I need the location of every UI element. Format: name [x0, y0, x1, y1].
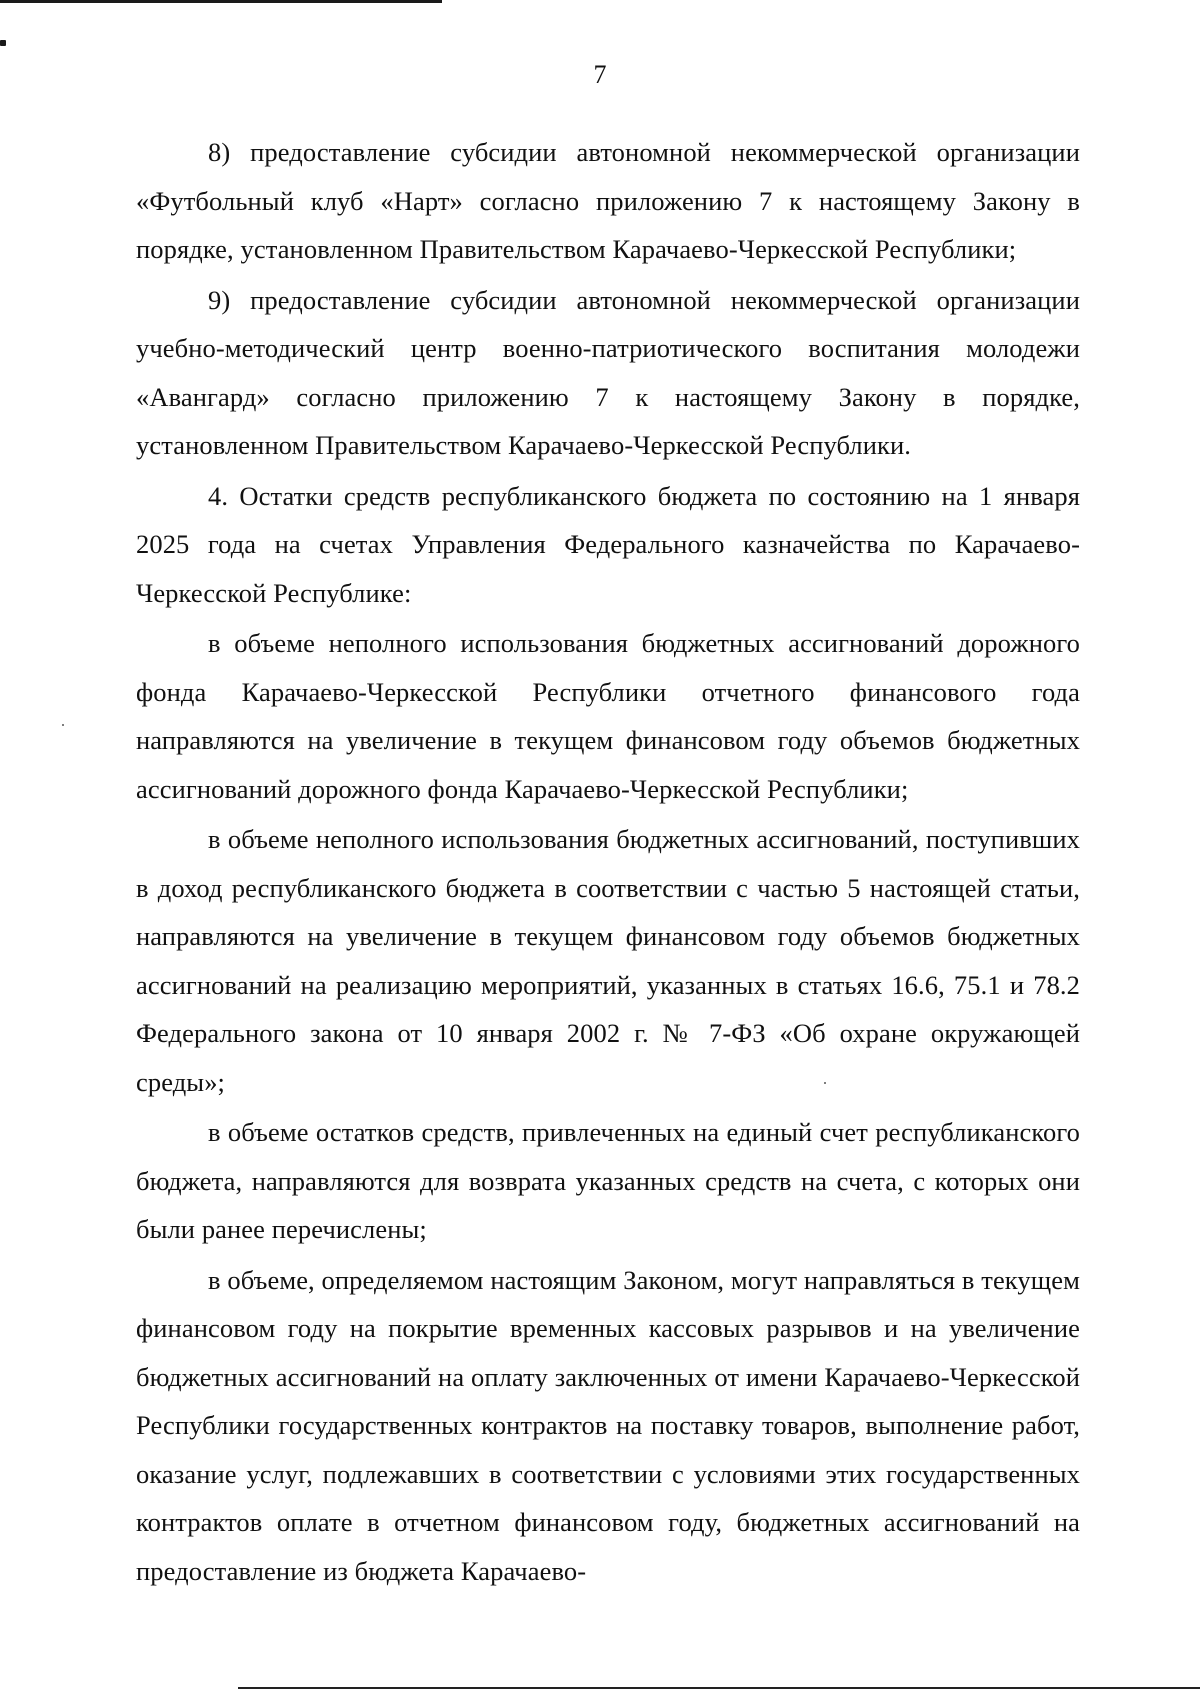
paragraph-road-fund: в объеме неполного использования бюджетных ассигнований дорожного фонда Карачаево-Черкесской Республики отчетного финансового года направляются на увеличение в текущем финансовом году объемов бюджетных ассигнований дорожного фонда Карачаево-Черкесской Республики;: [136, 628, 1080, 804]
paragraph-part-4: 4. Остатки средств республиканского бюджета по состоянию на 1 января 2025 года на счетах Управления Федерального казначейства по Карачаево-Черкесской Республике:: [136, 480, 1080, 608]
paragraph-item-8: 8) предоставление субсидии автономной некоммерческой организации «Футбольный клуб «Нарт» согласно приложению 7 к настоящему Закону в порядке, установленном Правительством Карачаево-Черкесской Республики;: [136, 137, 1080, 264]
paragraph-item-9: 9) предоставление субсидии автономной некоммерческой организации учебно-методический центр военно-патриотического воспитания молодежи «Авангард» согласно приложению 7 к настоящему Закону в порядке, установленном Правительством Карачаево-Черкесской Республики.: [136, 284, 1080, 460]
paragraph-single-account: в объеме остатков средств, привлеченных на единый счет республиканского бюджета, направляются для возврата указанных средств на счета, с которых они были ранее перечислены;: [136, 1117, 1080, 1244]
paragraph-environment: в объеме неполного использования бюджетных ассигнований, поступивших в доход республиканского бюджета в соответствии с частью 5 настоящей статьи, направляются на увеличение в текущем финансовом году объемов бюджетных ассигнований на реализацию мероприятий, указанных в статьях 16.6, 75.1 и 78.2 Федерального закона от 10 января 2002 г. № 7-ФЗ «Об охране окружающей среды»;: [136, 824, 1080, 1097]
scan-edge-bottom: [238, 1687, 1200, 1689]
paragraph-cash-gaps: в объеме, определяемом настоящим Законом, могут направляться в текущем финансовом году на покрытие временных кассовых разрывов и на увеличение бюджетных ассигнований на оплату заключенных от имени Карачаево-Черкесской Республики государственных контрактов на поставку товаров, выполнение работ, оказание услуг, подлежавших в соответствии с условиями этих государственных контрактов оплате в отчетном финансовом году, бюджетных ассигнований на предоставление из бюджета Карачаево-: [136, 1264, 1080, 1586]
scan-speck: [62, 724, 64, 726]
scan-mark: [0, 40, 6, 46]
scan-edge-top: [0, 0, 442, 3]
page-number: 7: [593, 60, 607, 89]
document-body: [136, 128, 1080, 1597]
